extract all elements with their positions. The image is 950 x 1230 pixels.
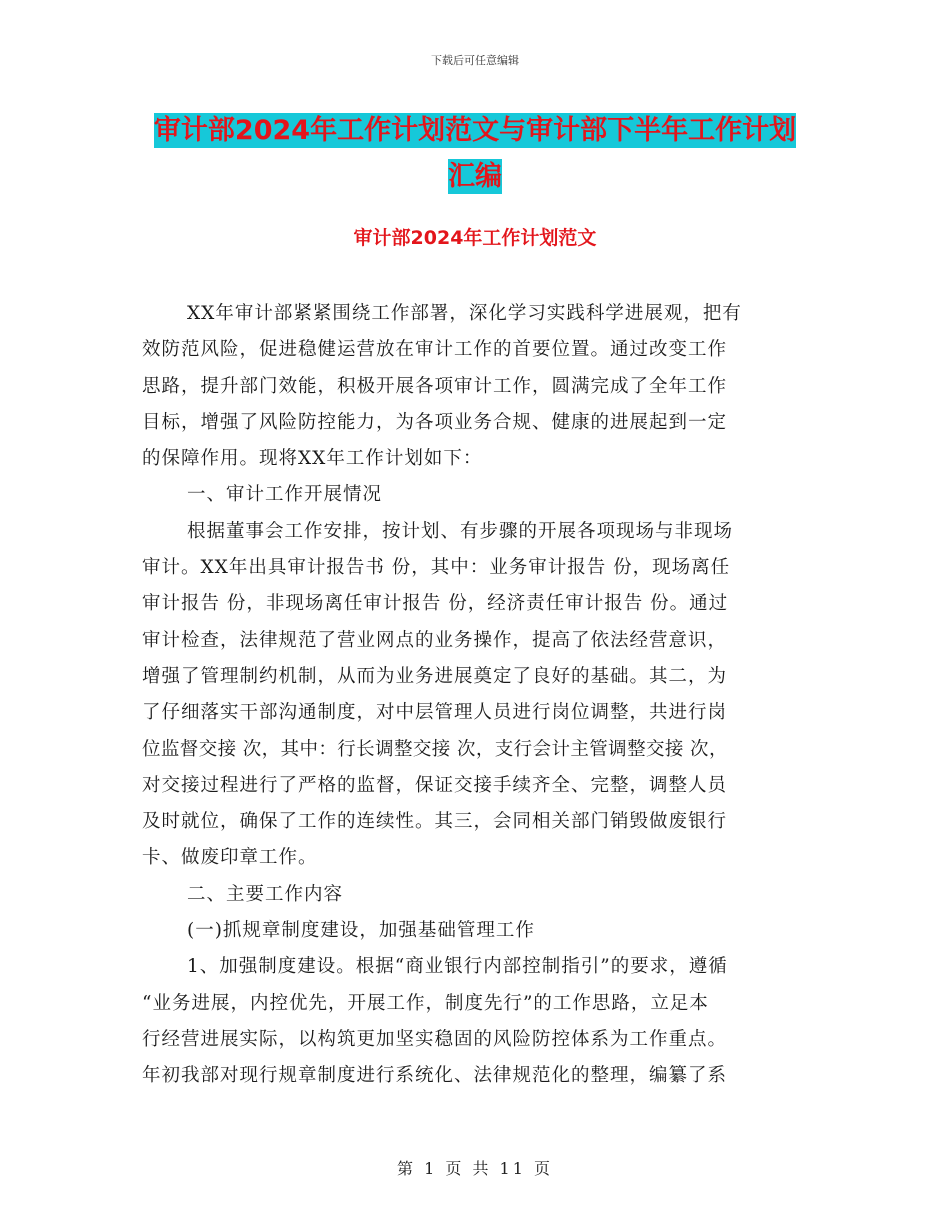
body-line: 卡、做废印章工作。 [142, 847, 318, 869]
body-line: 审计报告 份，非现场离任审计报告 份，经济责任审计报告 份。通过 [142, 593, 729, 615]
body-line: 年初我部对现行规章制度进行系统化、法律规范化的整理，编纂了系 [142, 1065, 728, 1087]
body-line: 1、加强制度建设。根据“商业银行内部控制指引”的要求，遵循 [187, 956, 728, 978]
body-line: 审计检查，法律规范了营业网点的业务操作，提高了依法经营意识， [142, 629, 728, 651]
heading-line: 二、主要工作内容 [187, 883, 344, 905]
document-title-line-2: 汇编 [448, 161, 502, 192]
body-line: 的保障作用。现将XX年工作计划如下： [142, 448, 483, 470]
document-body [142, 296, 814, 1095]
body-line: 审计。XX年出具审计报告书 份，其中：业务审计报告 份，现场离任 [142, 557, 731, 579]
section-title: 审计部2024年工作计划范文 [353, 227, 597, 249]
body-line: XX年审计部紧紧围绕工作部署，深化学习实践科学进展观，把有 [187, 303, 742, 324]
heading-line: 一、审计工作开展情况 [187, 484, 383, 506]
body-line: 行经营进展实际，以构筑更加坚实稳固的风险防控体系为工作重点。 [142, 1028, 728, 1050]
body-line: 效防范风险，促进稳健运营放在审计工作的首要位置。通过改变工作 [142, 339, 728, 361]
body-line: 目标，增强了风险防控能力，为各项业务合规、健康的进展起到一定 [142, 411, 728, 433]
body-line: “业务进展，内控优先，开展工作，制度先行”的工作思路，立足本 [142, 992, 709, 1014]
document-title-line-1: 审计部2024年工作计划范文与审计部下半年工作计划 [153, 115, 797, 146]
body-line: 增强了管理制约机制，从而为业务进展奠定了良好的基础。其二，为 [142, 665, 728, 687]
page-header-note: 下载后可任意编辑 [431, 54, 519, 67]
body-line: 了仔细落实干部沟通制度，对中层管理人员进行岗位调整，共进行岗 [142, 702, 728, 724]
body-line: 位监督交接 次，其中：行长调整交接 次，支行会计主管调整交接 次， [142, 738, 728, 760]
subheading-line: (一)抓规章制度建设，加强基础管理工作 [187, 920, 535, 942]
document-title [0, 108, 950, 200]
body-line: 及时就位，确保了工作的连续性。其三，会同相关部门销毁做废银行 [142, 811, 728, 833]
body-line: 对交接过程进行了严格的监督，保证交接手续齐全、完整，调整人员 [142, 774, 728, 796]
body-line: 根据董事会工作安排，按计划、有步骤的开展各项现场与非现场 [187, 520, 734, 542]
page-number-footer: 第 1 页 共 11 页 [397, 1159, 553, 1178]
body-line: 思路，提升部门效能，积极开展各项审计工作，圆满完成了全年工作 [142, 375, 728, 397]
